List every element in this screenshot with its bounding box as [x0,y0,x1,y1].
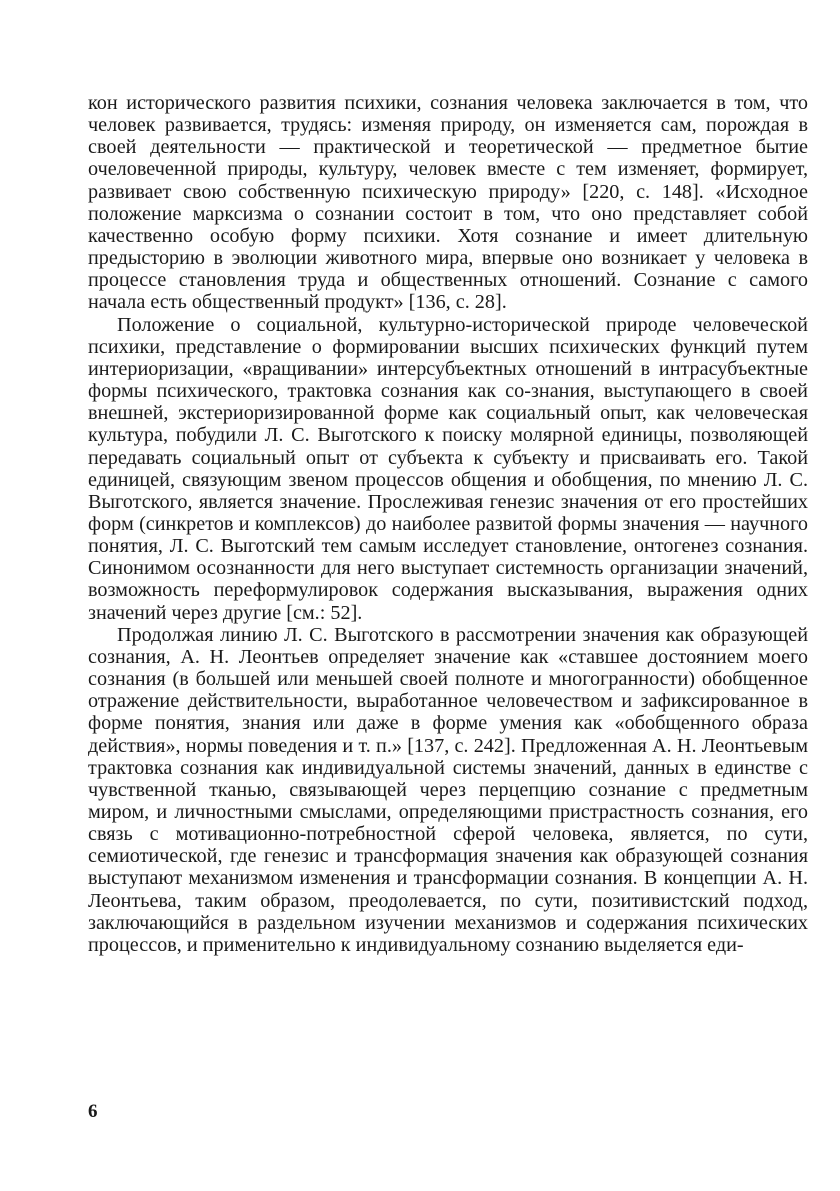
body-text [88,92,808,956]
paragraph-2: Положение о социальной, культурно-исторической природе человеческой психики, представление о формировании высших психических функций путем интериоризации, «вращивании» интерсубъектных отношений в интрасубъектные формы психического, трактовка сознания как со-знания, выступающего в своей внешней, экстериоризированной форме как социальный опыт, как человеческая культура, побудили Л. С. Выготского к поиску молярной единицы, позволяющей передавать социальный опыт от субъекта к субъекту и присваивать его. Такой единицей, связующим звеном процессов общения и обобщения, по мнению Л. С. Выготского, является значение. Прослеживая генезис значения от его простейших форм (синкретов и комплексов) до наиболее развитой формы значения — научного понятия, Л. С. Выготский тем самым исследует становление, онтогенез сознания. Синонимом осознанности для него выступает системность организации значений, возможность переформулировок содержания высказывания, выражения одних значений через другие [см.: 52]. [88,313,808,624]
paragraph-3: Продолжая линию Л. С. Выготского в рассмотрении значения как образующей сознания, А. Н. Леонтьев определяет значение как «ставшее достоянием моего сознания (в большей или меньшей своей полноте и многогранности) обобщенное отражение действительности, выработанное человечеством и зафиксированное в форме понятия, знания или даже в форме умения как «обобщенного образа действия», нормы поведения и т. п.» [137, с. 242]. Предложенная А. Н. Леонтьевым трактовка сознания как индивидуальной системы значений, данных в единстве с чувственной тканью, связывающей через перцепцию сознание с предметным миром, и личностными смыслами, определяющими пристрастность сознания, его связь с мотивационно-потребностной сферой человека, является, по сути, семиотической, где генезис и трансформация значения как образующей сознания выступают механизмом изменения и трансформации сознания. В концепции А. Н. Леонтьева, таким образом, преодолевается, по сути, позитивистский подход, заключающийся в раздельном изучении механизмов и содержания психических процессов, и применительно к индивидуальному сознанию выделяется еди- [88,623,808,956]
page-number: 6 [88,1101,98,1122]
paragraph-1: кон исторического развития психики, сознания человека заключается в том, что человек развивается, трудясь: изменяя природу, он изменяется сам, порождая в своей деятельности — практической и теоретической — предметное бытие очеловеченной природы, культуру, человек вместе с тем изменяет, формирует, развивает свою собственную психическую природу» [220, с. 148]. «Исходное положение марксизма о сознании состоит в том, что оно представляет собой качественно особую форму психики. Хотя сознание и имеет длительную предысторию в эволюции животного мира, впервые оно возникает у человека в процессе становления труда и общественных отношений. Сознание с самого начала есть общественный продукт» [136, с. 28]. [88,92,808,314]
